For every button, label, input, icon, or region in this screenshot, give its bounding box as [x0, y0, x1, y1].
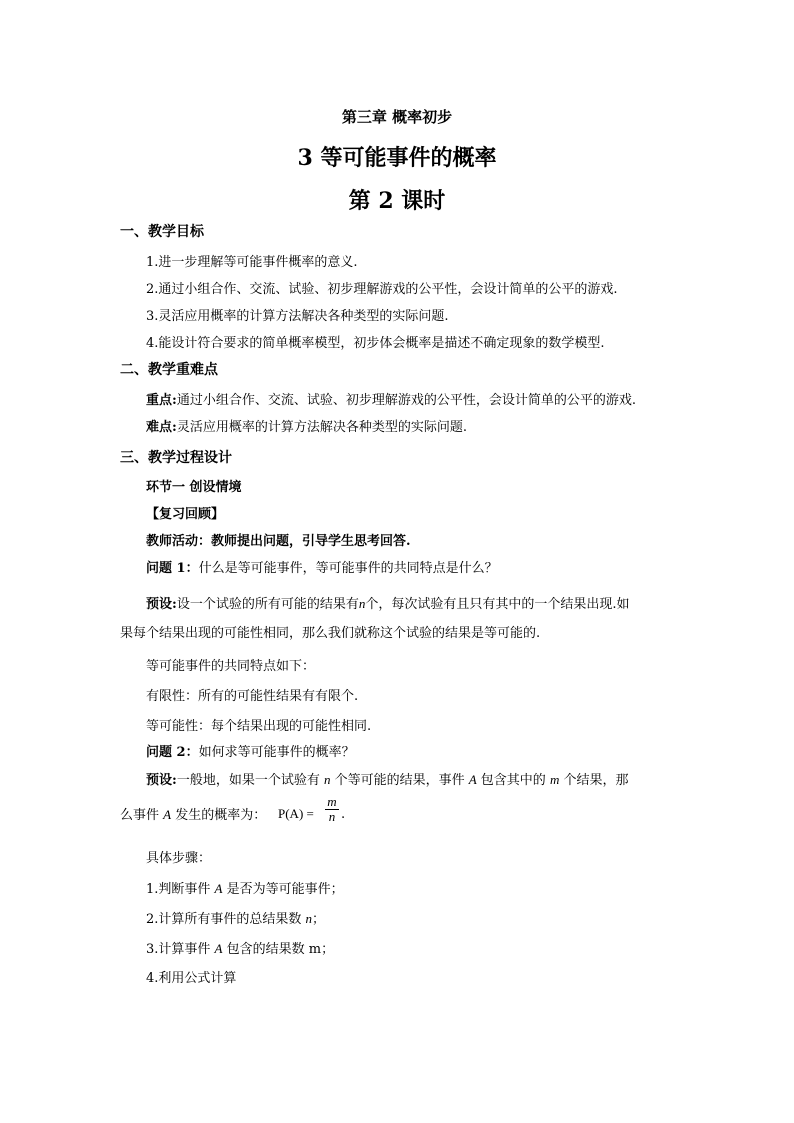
- goal-item: 2.通过小组合作、交流、试验、初步理解游戏的公平性，会设计简单的公平的游戏.: [146, 282, 618, 297]
- step-item: [146, 912, 325, 926]
- features-intro: 等可能事件的共同特点如下：: [146, 659, 316, 674]
- goal-item: 4.能设计符合要求的简单概率模型，初步体会概率是描述不确定现象的数学模型.: [146, 336, 605, 351]
- feature-equal: 等可能性：每个结果出现的可能性相同.: [146, 719, 372, 734]
- period-title: 第 2 课时: [348, 188, 446, 214]
- question-2-label: 问题 2：: [146, 745, 199, 760]
- answer-1-label: 预设:: [146, 597, 177, 612]
- question-2-text: 如何求等可能事件的概率？: [198, 745, 355, 760]
- answer-2-text: 么事件: [120, 808, 164, 823]
- variable-A: A: [468, 772, 477, 787]
- answer-1-line1: [146, 597, 629, 611]
- answer-1-line2: 果每个结果出现的可能性相同，那么我们就称这个试验的结果是等可能的.: [120, 626, 541, 641]
- fraction-denominator: n: [328, 809, 336, 824]
- step-text: 包含的结果数 m；: [222, 942, 335, 957]
- answer-2-text: 个等可能的结果，事件: [330, 773, 469, 788]
- fraction-numerator: m: [325, 795, 339, 810]
- goal-item: 3.灵活应用概率的计算方法解决各种类型的实际问题.: [146, 309, 449, 324]
- step-text: 是否为等可能事件；: [222, 882, 344, 897]
- variable-n: n: [305, 911, 313, 926]
- answer-1-text: 设一个试验的所有可能的结果有: [176, 597, 359, 612]
- variable-A: A: [163, 807, 172, 822]
- variable-n: n: [358, 596, 366, 611]
- answer-2-text: 发生的概率为：: [171, 808, 267, 823]
- goals-heading: 一、教学目标: [120, 224, 204, 240]
- key-points-heading: 二、教学重难点: [120, 362, 218, 378]
- question-1-text: 什么是等可能事件，等可能事件的共同特点是什么？: [198, 561, 498, 576]
- step-item: [146, 942, 334, 956]
- review-heading: 【复习回顾】: [146, 507, 225, 522]
- chapter-title: 第三章 概率初步: [341, 108, 453, 126]
- feature-finite: 有限性：所有的可能性结果有有限个.: [146, 689, 359, 704]
- variable-A: A: [214, 941, 223, 956]
- answer-2-label: 预设:: [146, 773, 177, 788]
- key-point-line: [146, 394, 636, 407]
- answer-2-line2: [120, 808, 266, 822]
- key-point-label: 重点:: [146, 393, 177, 408]
- question-1: [146, 562, 498, 575]
- step-heading: 环节一 创设情境: [146, 480, 242, 495]
- question-2: [146, 746, 355, 759]
- answer-2-text: 一般地，如果一个试验有: [176, 773, 324, 788]
- difficulty-line: [146, 421, 467, 434]
- variable-A: A: [214, 881, 223, 896]
- formula-period: .: [341, 807, 346, 822]
- answer-1-text: 个，每次试验有且只有其中的一个结果出现.如: [365, 597, 630, 612]
- probability-fraction: [325, 795, 339, 824]
- probability-formula-lhs: P(A) =: [278, 806, 314, 821]
- variable-n: n: [323, 772, 331, 787]
- answer-2-line1: [146, 773, 628, 787]
- step-text: 4.利用公式计算: [146, 971, 237, 986]
- step-text: 1.判断事件: [146, 882, 215, 897]
- steps-intro: 具体步骤：: [146, 851, 212, 866]
- answer-2-text: 包含其中的: [476, 773, 550, 788]
- difficulty-text: 灵活应用概率的计算方法解决各种类型的实际问题.: [176, 420, 467, 435]
- step-item: [146, 882, 344, 896]
- step-text: 3.计算事件: [146, 942, 215, 957]
- step-text: ；: [312, 912, 326, 927]
- answer-2-text: 个结果，那: [559, 773, 629, 788]
- variable-m: m: [549, 772, 560, 787]
- key-point-text: 通过小组合作、交流、试验、初步理解游戏的公平性，会设计简单的公平的游戏.: [176, 393, 636, 408]
- lesson-title: 3 等可能事件的概率: [297, 145, 497, 171]
- process-heading: 三、教学过程设计: [120, 450, 232, 466]
- step-text: 2.计算所有事件的总结果数: [146, 912, 306, 927]
- question-1-label: 问题 1：: [146, 561, 199, 576]
- teacher-activity: 教师活动：教师提出问题，引导学生思考回答.: [146, 534, 411, 549]
- step-item: [146, 972, 236, 985]
- difficulty-label: 难点:: [146, 420, 177, 435]
- goal-item: 1.进一步理解等可能事件概率的意义.: [146, 255, 358, 270]
